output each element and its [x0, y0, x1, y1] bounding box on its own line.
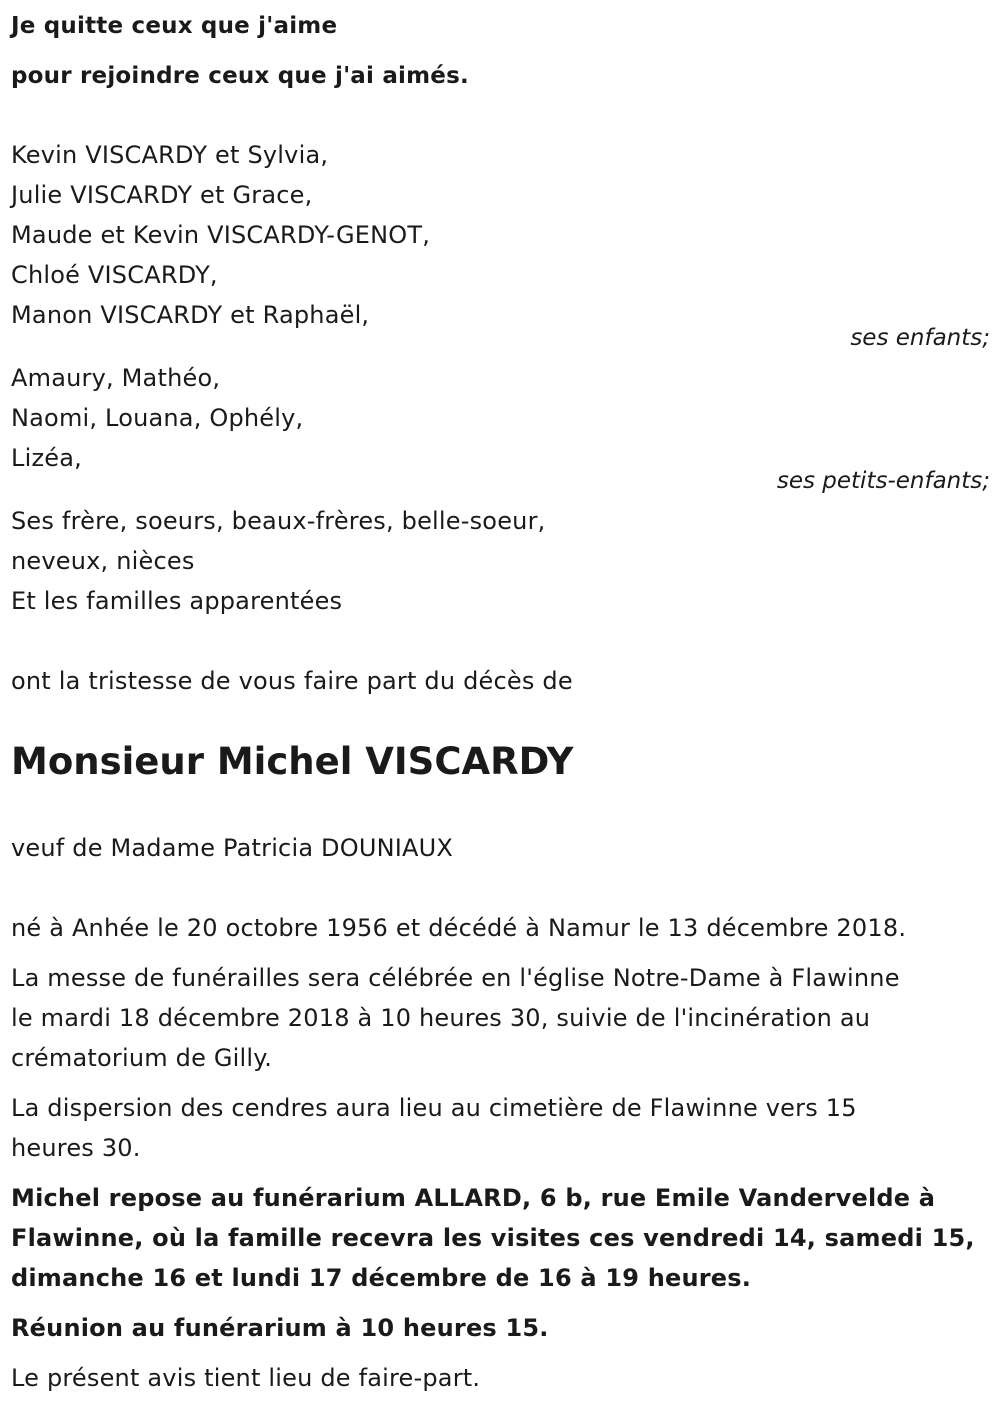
widower-line: veuf de Madame Patricia DOUNIAUX: [11, 834, 454, 862]
announcement-text: ont la tristesse de vous faire part du décès de: [11, 667, 573, 695]
grandchild-name: Lizéa,: [11, 444, 82, 472]
mass-line: crématorium de Gilly.: [11, 1044, 273, 1072]
dispersion-line: La dispersion des cendres aura lieu au cimetière de Flawinne vers 15: [11, 1094, 857, 1122]
child-name: Manon VISCARDY et Raphaël,: [11, 301, 370, 329]
epigraph-line-2: pour rejoindre ceux que j'ai aimés.: [11, 63, 469, 89]
family-line: neveux, nièces: [11, 547, 195, 575]
grandchild-name: Amaury, Mathéo,: [11, 364, 221, 392]
visits-line: dimanche 16 et lundi 17 décembre de 16 à 19 heures.: [11, 1264, 752, 1292]
dispersion-line: heures 30.: [11, 1134, 141, 1162]
grandchildren-label: ses petits-enfants;: [776, 468, 990, 494]
child-name: Julie VISCARDY et Grace,: [11, 181, 313, 209]
visits-line: Flawinne, où la famille recevra les visites ces vendredi 14, samedi 15,: [11, 1224, 975, 1252]
family-line: Et les familles apparentées: [11, 587, 343, 615]
meeting-line: Réunion au funérarium à 10 heures 15.: [11, 1314, 549, 1342]
child-name: Maude et Kevin VISCARDY-GENOT,: [11, 221, 431, 249]
notice-line: Le présent avis tient lieu de faire-part.: [11, 1364, 481, 1392]
mass-line: La messe de funérailles sera célébrée en l'église Notre-Dame à Flawinne: [11, 964, 900, 992]
deceased-name: Monsieur Michel VISCARDY: [11, 740, 574, 783]
child-name: Kevin VISCARDY et Sylvia,: [11, 141, 329, 169]
family-line: Ses frère, soeurs, beaux-frères, belle-soeur,: [11, 507, 546, 535]
children-label: ses enfants;: [850, 325, 990, 351]
visits-line: Michel repose au funérarium ALLARD, 6 b, rue Emile Vandervelde à: [11, 1184, 936, 1212]
birth-death-dates: né à Anhée le 20 octobre 1956 et décédé à Namur le 13 décembre 2018.: [11, 914, 907, 942]
grandchild-name: Naomi, Louana, Ophély,: [11, 404, 304, 432]
epigraph-line-1: Je quitte ceux que j'aime: [11, 13, 338, 39]
mass-line: le mardi 18 décembre 2018 à 10 heures 30, suivie de l'incinération au: [11, 1004, 871, 1032]
child-name: Chloé VISCARDY,: [11, 261, 218, 289]
